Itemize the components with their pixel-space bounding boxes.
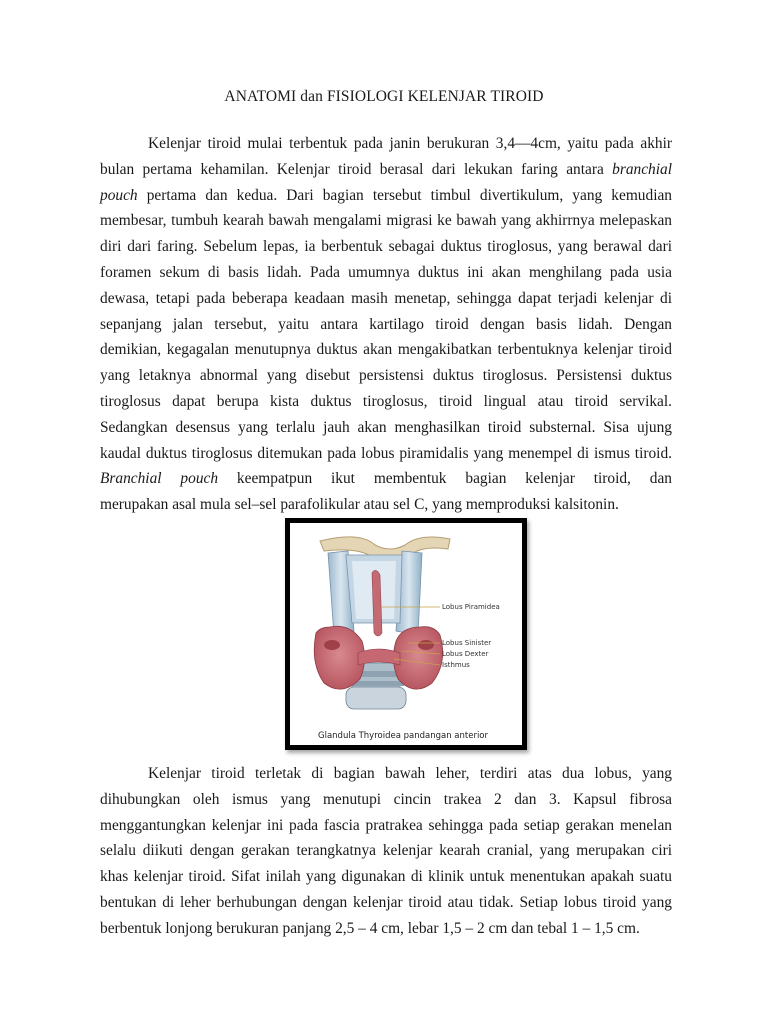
text-run: demikian, kegagalan menutupnya duktus akan mengakibatkan terbentuknya kelenjar tiroid (100, 341, 672, 359)
text-line (100, 761, 672, 787)
text-run: Kelenjar tiroid terletak di bagian bawah leher, terdiri atas dua lobus, yang (148, 765, 672, 782)
text-line (100, 864, 672, 890)
paragraph-location (100, 761, 672, 942)
text-run: dihubungkan oleh ismus yang menutupi cincin trakea 2 dan 3. Kapsul fibrosa (100, 790, 672, 808)
text-line (100, 208, 672, 234)
figure-caption: Glandula Thyroidea pandangan anterior (318, 731, 488, 741)
text-run: membesar, tumbuh kearah bawah mengalami migrasi ke bawah yang akhirrnya melepaskan (100, 212, 672, 230)
text-run: berbentuk lonjong berukuran panjang 2,5 – 4 cm, lebar 1,5 – 2 cm dan tebal 1 – 1,5 cm. (100, 919, 640, 937)
italic-run: Branchial pouch (100, 470, 219, 488)
text-line (100, 183, 672, 209)
text-run: foramen sekum di basis lidah. Pada umumnya duktus ini akan menghilang pada usia (100, 263, 672, 281)
text-run: pertama dan kedua. Dari bagian tersebut timbul divertikulum, yang kemudian (137, 186, 672, 204)
text-line (100, 813, 672, 839)
text-line (100, 337, 672, 363)
text-run: sepanjang jalan tersebut, yaitu antara kartilago tiroid dengan basis lidah. Dengan (100, 315, 672, 333)
text-line (100, 234, 672, 260)
text-line (100, 415, 672, 441)
label-isthmus: Isthmus (442, 661, 470, 669)
text-line (100, 787, 672, 813)
text-run: kaudal duktus tiroglosus ditemukan pada lobus piramidalis yang menempel di ismus tiroid. (100, 444, 672, 462)
text-run: tiroglosus dapat berupa kista duktus tiroglosus, tiroid lingual atau tiroid servikal. (100, 392, 672, 410)
page-title: ANATOMI dan FISIOLOGI KELENJAR TIROID (224, 88, 544, 105)
text-line (100, 916, 672, 942)
text-run: diri dari faring. Sebelum lepas, ia berbentuk sebagai duktus tiroglosus, yang berawal dari (100, 238, 672, 256)
label-lobus-sinister: Lobus Sinister (442, 639, 492, 647)
text-run: bentukan di leher berhubungan dengan kelenjar tiroid atau tidak. Setiap lobus tiroid yang (100, 893, 672, 911)
paragraph-embryology (100, 131, 672, 518)
text-run: Sedangkan desensus yang terlalu jauh akan menghasilkan tiroid substernal. Sisa ujung (100, 418, 672, 436)
text-line (100, 260, 672, 286)
text-line (100, 312, 672, 338)
italic-run: branchial (612, 160, 672, 178)
label-lobus-dexter: Lobus Dexter (442, 650, 489, 658)
text-run: khas kelenjar tiroid. Sifat inilah yang digunakan di klinik untuk menentukan apakah suatu (100, 868, 672, 886)
text-line (100, 286, 672, 312)
thyroid-anatomy-figure (285, 518, 527, 750)
text-run: selalu diikuti dengan gerakan terangkatnya kelenjar kearah cranial, yang merupakan ciri (100, 842, 672, 860)
text-line (100, 131, 672, 157)
text-line (100, 890, 672, 916)
text-run: dewasa, tetapi pada beberapa keadaan masih menetap, sehingga dapat terjadi kelenjar di (100, 289, 672, 307)
italic-run: pouch (100, 186, 138, 204)
text-run: bulan pertama kehamilan. Kelenjar tiroid berasal dari lekukan faring antara (100, 160, 613, 178)
thyroid-illustration (290, 523, 522, 745)
text-line (100, 466, 672, 492)
text-line (100, 838, 672, 864)
text-line (100, 157, 672, 183)
label-lobus-piramidea: Lobus Piramidea (442, 603, 500, 611)
text-line (100, 441, 672, 467)
text-line (100, 363, 672, 389)
text-run: menggantungkan kelenjar ini pada fascia pratrakea sehingga pada setiap gerakan menelan (100, 816, 672, 834)
text-line (100, 492, 672, 518)
text-run: yang letaknya abnormal yang disebut persistensi duktus tiroglosus. Persistensi duktus (100, 367, 672, 385)
text-line (100, 389, 672, 415)
text-run: Kelenjar tiroid mulai terbentuk pada janin berukuran 3,4—4cm, yaitu pada akhir (148, 135, 672, 152)
text-run: keempatpun ikut membentuk bagian kelenjar tiroid, dan (218, 470, 672, 488)
text-run: merupakan asal mula sel–sel parafolikular atau sel C, yang memproduksi kalsitonin. (100, 496, 619, 514)
